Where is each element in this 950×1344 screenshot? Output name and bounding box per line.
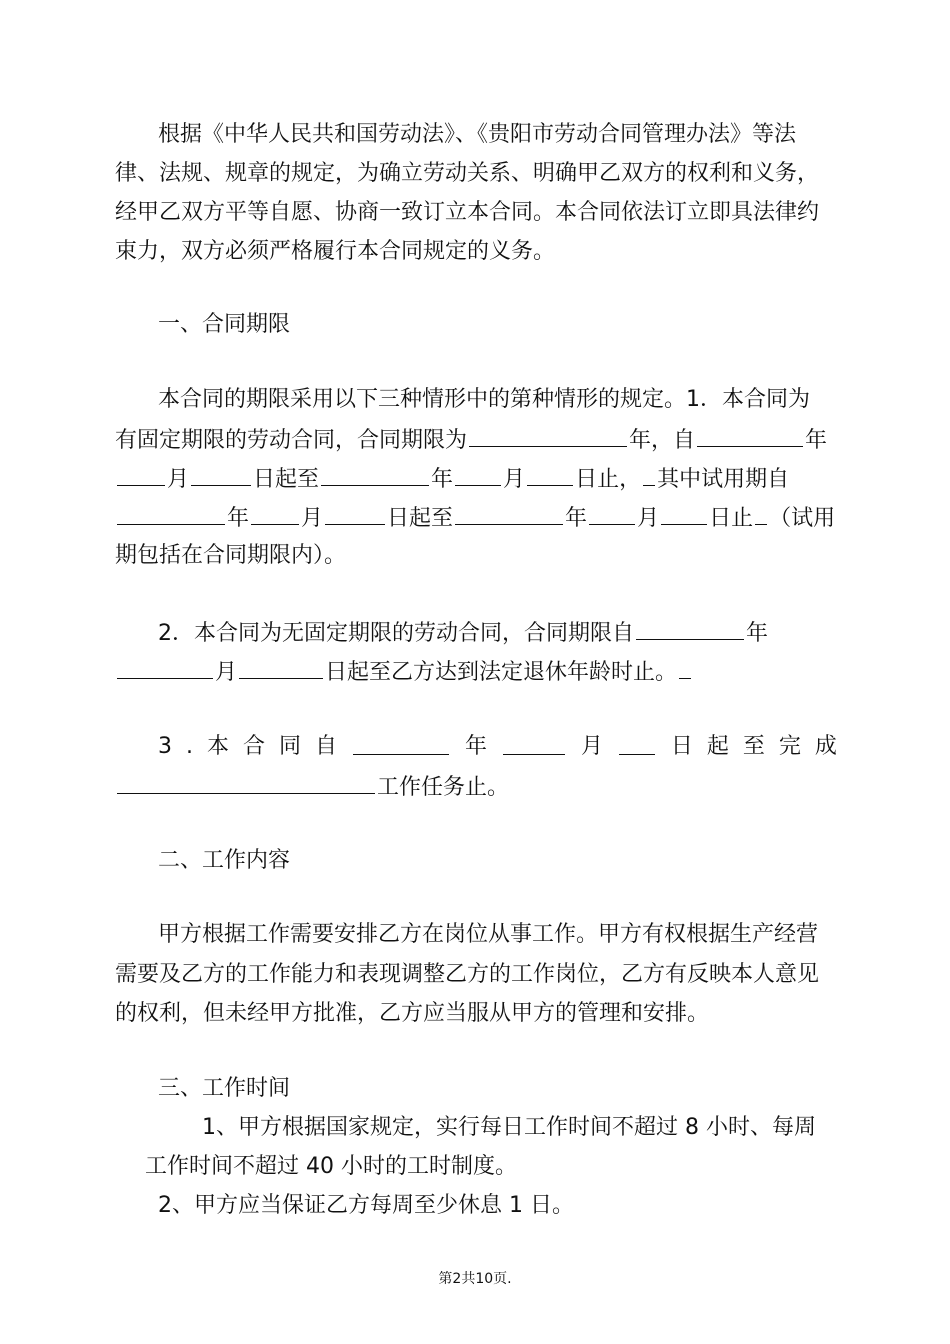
- blank-field: [697, 424, 803, 447]
- job-content-line-1: 甲方根据工作需要安排乙方在岗位从事工作。甲方有权根据生产经营: [158, 922, 819, 947]
- blank-field: [679, 656, 691, 679]
- blank-field: [589, 502, 635, 525]
- blank-field: [117, 771, 375, 794]
- intro-line-3: 经甲乙双方平等自愿、协商一致订立本合同。本合同依法订立即具法律约: [115, 200, 820, 225]
- blank-field: [325, 502, 385, 525]
- blank-field: [117, 463, 165, 486]
- blank-field: [503, 732, 565, 755]
- page-number-footer: 第2共10页.: [438, 1271, 512, 1287]
- blank-field: [117, 502, 225, 525]
- blank-field: [636, 617, 744, 640]
- intro-line-4: 束力，双方必须严格履行本合同规定的义务。: [115, 239, 556, 264]
- working-hours-item-2: 2、甲方应当保证乙方每周至少休息 1 日。: [158, 1193, 574, 1218]
- intro-line-1: 根据《中华人民共和国劳动法》、《贵阳市劳动合同管理办法》等法: [158, 122, 797, 147]
- term-clause-line-3: 月 日起至 年 月 日止， 其中试用期自: [115, 463, 837, 495]
- section-heading-working-hours: 三、工作时间: [158, 1076, 291, 1101]
- blank-field: [251, 502, 299, 525]
- job-content-line-2: 需要及乙方的工作能力和表现调整乙方的工作岗位，乙方有反映本人意见: [115, 962, 820, 987]
- working-hours-item-1-line-1: 1、甲方根据国家规定，实行每日工作时间不超过 8 小时、每周: [202, 1115, 816, 1140]
- blank-field: [643, 463, 655, 486]
- blank-field: [117, 656, 213, 679]
- term-clause-line-5: 期包括在合同期限内）。: [115, 543, 347, 568]
- blank-field: [191, 463, 251, 486]
- blank-field: [527, 463, 573, 486]
- blank-field: [661, 502, 707, 525]
- task-clause-line-1: 3 . 本 合 同 自 年 月 日 起 至 完 成: [158, 734, 837, 759]
- blank-field: [321, 463, 429, 486]
- open-ended-clause-line-1: 2．本合同为无固定期限的劳动合同，合同期限自 年: [158, 617, 837, 649]
- blank-field: [353, 732, 449, 755]
- blank-field: [619, 732, 655, 755]
- term-clause-line-4: 年 月 日起至 年 月 日止 （试用: [115, 502, 837, 534]
- section-heading-job-content: 二、工作内容: [158, 848, 291, 873]
- blank-field: [455, 502, 563, 525]
- working-hours-item-1-line-2: 工作时间不超过 40 小时的工时制度。: [145, 1154, 517, 1179]
- section-heading-contract-term: 一、合同期限: [158, 312, 291, 337]
- term-clause-line-1: 本合同的期限采用以下三种情形中的第种情形的规定。1．本合同为: [158, 387, 810, 412]
- blank-field: [455, 463, 501, 486]
- blank-field: [755, 502, 767, 525]
- blank-field: [469, 424, 627, 447]
- job-content-line-3: 的权利，但未经甲方批准，乙方应当服从甲方的管理和安排。: [115, 1001, 710, 1026]
- intro-line-2: 律、法规、规章的规定，为确立劳动关系、明确甲乙双方的权利和义务，: [115, 161, 820, 186]
- task-clause-line-2: 工作任务止。: [115, 771, 837, 803]
- blank-field: [239, 656, 323, 679]
- open-ended-clause-line-2: 月 日起至乙方达到法定退休年龄时止。: [115, 656, 837, 688]
- term-clause-line-2: 有固定期限的劳动合同，合同期限为 年，自 年: [115, 424, 837, 456]
